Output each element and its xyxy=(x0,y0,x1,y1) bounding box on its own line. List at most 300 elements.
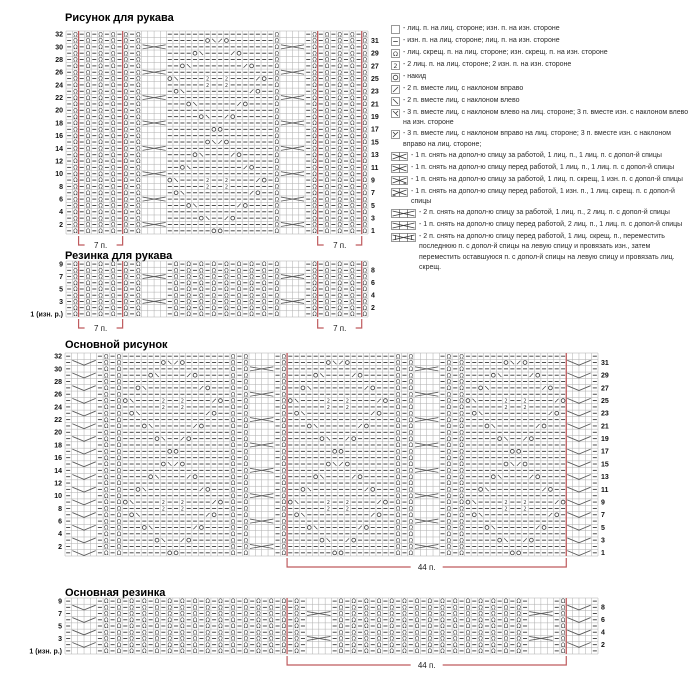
svg-text:Ω: Ω xyxy=(110,95,116,102)
svg-text:Ω: Ω xyxy=(350,51,355,58)
legend-item xyxy=(391,24,689,35)
svg-text:Ω: Ω xyxy=(136,64,141,71)
svg-text:Ω: Ω xyxy=(243,449,249,456)
svg-text:Ω: Ω xyxy=(256,649,261,656)
svg-text:Ω: Ω xyxy=(395,449,401,456)
svg-text:Ω: Ω xyxy=(337,262,342,269)
svg-text:Ω: Ω xyxy=(104,468,109,475)
svg-text:Ω: Ω xyxy=(312,280,317,287)
sleeve-rib-title: Резинка для рукава xyxy=(65,250,173,262)
svg-text:Ω: Ω xyxy=(211,312,217,319)
svg-text:Ω: Ω xyxy=(362,305,368,312)
svg-text:Ω: Ω xyxy=(312,203,317,210)
svg-text:Ω: Ω xyxy=(110,159,116,166)
svg-text:6: 6 xyxy=(58,518,62,526)
legend-item-text: - 2 п. снять на допол-ю спицу перед работой, 1 лиц. скрещ. п., переместить последнюю п. с допол-й спицы на левую спицу и провязать изн., затем переместить оставшуюся п. с допол-й спицы на левую спицу и провязать лиц. скрещ. xyxy=(419,233,675,271)
svg-text:12: 12 xyxy=(54,480,62,488)
svg-text:Ω: Ω xyxy=(85,121,91,128)
svg-text:Ω: Ω xyxy=(362,45,368,52)
svg-text:19: 19 xyxy=(601,436,609,444)
svg-text:Ω: Ω xyxy=(104,386,109,393)
svg-text:Ω: Ω xyxy=(459,379,464,386)
svg-text:Ω: Ω xyxy=(116,398,122,405)
svg-text:Ω: Ω xyxy=(205,649,211,656)
legend-symbol-cable-1-2-back-icon xyxy=(391,209,416,219)
svg-text:2: 2 xyxy=(504,506,508,513)
svg-text:Ω: Ω xyxy=(402,642,407,649)
svg-text:Ω: Ω xyxy=(116,462,122,469)
svg-text:8: 8 xyxy=(59,183,63,191)
legend-item xyxy=(391,48,689,59)
svg-text:Ω: Ω xyxy=(362,114,368,121)
svg-text:Ω: Ω xyxy=(116,392,122,399)
svg-text:Ω: Ω xyxy=(230,398,236,405)
svg-text:Ω: Ω xyxy=(154,617,160,624)
svg-text:Ω: Ω xyxy=(136,228,141,235)
svg-text:Ω: Ω xyxy=(281,624,287,631)
svg-text:Ω: Ω xyxy=(324,152,330,159)
svg-text:Ω: Ω xyxy=(446,455,452,462)
svg-text:Ω: Ω xyxy=(362,89,368,96)
svg-text:Ω: Ω xyxy=(364,642,369,649)
svg-text:Ω: Ω xyxy=(337,76,342,83)
svg-text:Ω: Ω xyxy=(408,411,414,418)
svg-text:Ω: Ω xyxy=(281,599,287,606)
svg-text:Ω: Ω xyxy=(243,379,249,386)
svg-text:Ω: Ω xyxy=(465,649,471,656)
svg-text:Ω: Ω xyxy=(104,599,109,606)
svg-text:25: 25 xyxy=(371,75,379,83)
svg-text:Ω: Ω xyxy=(261,312,267,319)
svg-text:Ω: Ω xyxy=(180,605,185,612)
svg-text:Ω: Ω xyxy=(395,525,401,532)
svg-text:Ω: Ω xyxy=(218,611,223,618)
svg-text:Ω: Ω xyxy=(236,293,242,300)
svg-text:Ω: Ω xyxy=(337,165,342,172)
svg-text:7 п.: 7 п. xyxy=(93,241,108,250)
svg-text:Ω: Ω xyxy=(136,51,141,58)
svg-text:Ω: Ω xyxy=(123,274,128,281)
svg-text:Ω: Ω xyxy=(180,617,185,624)
svg-text:Ω: Ω xyxy=(230,506,236,513)
svg-text:Ω: Ω xyxy=(459,411,464,418)
svg-text:Ω: Ω xyxy=(85,127,91,134)
svg-text:31: 31 xyxy=(601,359,609,367)
svg-text:Ω: Ω xyxy=(256,617,261,624)
svg-text:Ω: Ω xyxy=(243,531,249,538)
svg-text:Ω: Ω xyxy=(389,636,395,643)
svg-text:Ω: Ω xyxy=(337,197,342,204)
svg-text:Ω: Ω xyxy=(123,64,128,71)
svg-text:Ω: Ω xyxy=(362,165,368,172)
svg-text:Ω: Ω xyxy=(73,45,78,52)
svg-text:Ω: Ω xyxy=(446,449,452,456)
svg-text:Ω: Ω xyxy=(98,274,103,281)
svg-text:Ω: Ω xyxy=(249,287,254,294)
svg-text:Ω: Ω xyxy=(446,544,452,551)
svg-text:Ω: Ω xyxy=(281,367,287,374)
svg-text:Ω: Ω xyxy=(98,159,103,166)
svg-text:Ω: Ω xyxy=(350,102,355,109)
svg-text:Ω: Ω xyxy=(362,299,368,306)
svg-text:Ω: Ω xyxy=(459,519,464,526)
svg-text:Ω: Ω xyxy=(104,487,109,494)
svg-text:Ω: Ω xyxy=(73,203,78,210)
svg-text:Ω: Ω xyxy=(560,630,566,637)
svg-text:Ω: Ω xyxy=(192,642,198,649)
svg-text:Ω: Ω xyxy=(224,268,229,275)
svg-text:Ω: Ω xyxy=(337,274,342,281)
svg-text:Ω: Ω xyxy=(408,443,414,450)
svg-text:Ω: Ω xyxy=(350,268,355,275)
svg-text:Ω: Ω xyxy=(142,642,147,649)
svg-text:Ω: Ω xyxy=(110,171,116,178)
svg-text:Ω: Ω xyxy=(459,506,464,513)
svg-text:Ω: Ω xyxy=(224,293,229,300)
svg-text:Ω: Ω xyxy=(459,525,464,532)
svg-text:Ω: Ω xyxy=(274,57,279,64)
svg-text:Ω: Ω xyxy=(110,184,116,191)
svg-text:Ω: Ω xyxy=(136,312,141,319)
svg-text:Ω: Ω xyxy=(129,624,134,631)
svg-text:Ω: Ω xyxy=(98,280,103,287)
svg-text:Ω: Ω xyxy=(136,216,141,223)
svg-text:Ω: Ω xyxy=(465,599,471,606)
svg-text:7 п.: 7 п. xyxy=(93,324,108,333)
svg-text:2: 2 xyxy=(326,398,330,405)
svg-text:Ω: Ω xyxy=(362,57,368,64)
svg-text:Ω: Ω xyxy=(395,398,401,405)
svg-text:Ω: Ω xyxy=(98,222,103,229)
svg-text:10: 10 xyxy=(55,171,63,179)
svg-text:Ω: Ω xyxy=(459,481,464,488)
svg-text:Ω: Ω xyxy=(186,305,191,312)
svg-text:Ω: Ω xyxy=(129,636,134,643)
svg-text:Ω: Ω xyxy=(395,550,401,557)
svg-text:Ω: Ω xyxy=(408,386,414,393)
svg-text:Ω: Ω xyxy=(243,411,249,418)
svg-text:Ω: Ω xyxy=(85,280,91,287)
svg-text:Ω: Ω xyxy=(516,649,521,656)
svg-text:1 (изн. р.): 1 (изн. р.) xyxy=(30,311,63,319)
main-rib-grid-svg xyxy=(21,594,616,678)
svg-text:Ω: Ω xyxy=(402,636,407,643)
svg-text:2: 2 xyxy=(523,506,527,513)
svg-text:Ω: Ω xyxy=(395,386,401,393)
svg-text:Ω: Ω xyxy=(395,455,401,462)
svg-text:Ω: Ω xyxy=(211,274,217,281)
svg-text:2: 2 xyxy=(224,184,229,191)
svg-text:2: 2 xyxy=(205,178,210,185)
svg-text:Ω: Ω xyxy=(73,102,78,109)
sleeve-rib-grid-svg xyxy=(22,257,386,339)
svg-text:Ω: Ω xyxy=(338,617,344,624)
svg-text:Ω: Ω xyxy=(337,133,342,140)
svg-text:Ω: Ω xyxy=(414,599,420,606)
svg-text:Ω: Ω xyxy=(389,624,395,631)
svg-text:Ω: Ω xyxy=(324,203,330,210)
svg-text:Ω: Ω xyxy=(123,76,128,83)
svg-text:Ω: Ω xyxy=(351,630,356,637)
svg-text:Ω: Ω xyxy=(243,630,249,637)
svg-text:Ω: Ω xyxy=(243,398,249,405)
svg-text:Ω: Ω xyxy=(395,411,401,418)
svg-text:Ω: Ω xyxy=(243,468,249,475)
svg-text:Ω: Ω xyxy=(123,146,128,153)
svg-text:Ω: Ω xyxy=(408,424,414,431)
svg-text:Ω: Ω xyxy=(274,114,279,121)
svg-text:Ω: Ω xyxy=(123,209,128,216)
svg-text:5: 5 xyxy=(371,202,375,210)
svg-text:Ω: Ω xyxy=(230,474,236,481)
svg-text:Ω: Ω xyxy=(324,262,330,269)
svg-text:Ω: Ω xyxy=(205,624,211,631)
svg-text:Ω: Ω xyxy=(110,293,116,300)
svg-text:Ω: Ω xyxy=(395,443,401,450)
svg-text:Ω: Ω xyxy=(281,379,287,386)
svg-text:Ω: Ω xyxy=(256,611,261,618)
svg-text:Ω: Ω xyxy=(281,405,287,412)
svg-text:Ω: Ω xyxy=(85,228,91,235)
svg-text:Ω: Ω xyxy=(173,262,179,269)
svg-text:Ω: Ω xyxy=(324,190,330,197)
svg-text:Ω: Ω xyxy=(312,121,317,128)
svg-text:2: 2 xyxy=(180,398,185,405)
svg-text:Ω: Ω xyxy=(294,624,299,631)
svg-text:Ω: Ω xyxy=(459,538,464,545)
svg-text:Ω: Ω xyxy=(123,121,128,128)
svg-text:Ω: Ω xyxy=(243,538,249,545)
svg-text:Ω: Ω xyxy=(173,312,179,319)
svg-text:Ω: Ω xyxy=(324,95,330,102)
svg-text:Ω: Ω xyxy=(116,360,122,367)
svg-text:Ω: Ω xyxy=(199,268,204,275)
svg-text:Ω: Ω xyxy=(312,64,317,71)
svg-text:Ω: Ω xyxy=(85,209,91,216)
svg-text:Ω: Ω xyxy=(218,630,223,637)
svg-text:Ω: Ω xyxy=(230,599,236,606)
svg-text:Ω: Ω xyxy=(281,360,287,367)
svg-text:Ω: Ω xyxy=(199,305,204,312)
svg-text:Ω: Ω xyxy=(205,599,211,606)
legend-symbol-yarn-over-icon xyxy=(391,73,400,83)
svg-text:Ω: Ω xyxy=(73,274,78,281)
svg-text:Ω: Ω xyxy=(440,624,445,631)
svg-text:Ω: Ω xyxy=(85,89,91,96)
svg-text:Ω: Ω xyxy=(211,287,217,294)
svg-text:Ω: Ω xyxy=(104,531,109,538)
svg-text:Ω: Ω xyxy=(249,299,254,306)
svg-text:Ω: Ω xyxy=(274,76,279,83)
svg-text:7: 7 xyxy=(371,190,375,198)
svg-text:Ω: Ω xyxy=(337,146,342,153)
svg-text:Ω: Ω xyxy=(116,354,122,361)
svg-text:Ω: Ω xyxy=(459,417,464,424)
main-pattern-title: Основной рисунок xyxy=(65,339,168,351)
svg-text:Ω: Ω xyxy=(452,599,458,606)
svg-text:Ω: Ω xyxy=(73,146,78,153)
svg-text:Ω: Ω xyxy=(85,83,91,90)
svg-text:Ω: Ω xyxy=(362,228,368,235)
svg-text:Ω: Ω xyxy=(230,611,236,618)
svg-text:28: 28 xyxy=(54,378,62,386)
svg-text:Ω: Ω xyxy=(324,299,330,306)
svg-text:Ω: Ω xyxy=(104,379,109,386)
svg-text:Ω: Ω xyxy=(312,108,317,115)
svg-text:Ω: Ω xyxy=(116,630,122,637)
svg-text:Ω: Ω xyxy=(337,121,342,128)
svg-text:Ω: Ω xyxy=(85,32,91,39)
svg-text:Ω: Ω xyxy=(129,599,134,606)
svg-text:Ω: Ω xyxy=(389,605,395,612)
chart-main-pattern xyxy=(43,348,616,583)
svg-text:2: 2 xyxy=(161,398,165,405)
svg-text:Ω: Ω xyxy=(243,430,249,437)
svg-text:Ω: Ω xyxy=(274,299,279,306)
svg-text:Ω: Ω xyxy=(249,293,254,300)
svg-text:Ω: Ω xyxy=(136,159,141,166)
svg-text:Ω: Ω xyxy=(427,611,433,618)
svg-text:Ω: Ω xyxy=(395,493,401,500)
svg-text:Ω: Ω xyxy=(136,305,141,312)
svg-text:Ω: Ω xyxy=(173,274,179,281)
svg-text:Ω: Ω xyxy=(218,624,223,631)
svg-text:Ω: Ω xyxy=(136,178,141,185)
svg-text:Ω: Ω xyxy=(324,64,330,71)
svg-text:Ω: Ω xyxy=(224,305,229,312)
svg-text:Ω: Ω xyxy=(364,649,369,656)
svg-text:Ω: Ω xyxy=(116,430,122,437)
svg-text:Ω: Ω xyxy=(85,216,91,223)
svg-text:Ω: Ω xyxy=(452,636,458,643)
svg-text:Ω: Ω xyxy=(503,599,509,606)
svg-text:Ω: Ω xyxy=(446,525,452,532)
svg-text:Ω: Ω xyxy=(350,262,355,269)
svg-text:Ω: Ω xyxy=(110,190,116,197)
svg-text:Ω: Ω xyxy=(98,165,103,172)
svg-text:Ω: Ω xyxy=(116,436,122,443)
svg-text:Ω: Ω xyxy=(440,605,445,612)
svg-text:Ω: Ω xyxy=(85,274,91,281)
svg-text:2: 2 xyxy=(205,184,210,191)
svg-text:Ω: Ω xyxy=(104,544,109,551)
svg-text:Ω: Ω xyxy=(104,481,109,488)
svg-text:Ω: Ω xyxy=(503,636,509,643)
sleeve-pattern-title: Рисунок для рукава xyxy=(65,12,174,24)
svg-text:Ω: Ω xyxy=(123,203,128,210)
svg-text:Ω: Ω xyxy=(459,468,464,475)
svg-text:Ω: Ω xyxy=(104,436,109,443)
svg-text:2: 2 xyxy=(205,82,210,89)
svg-text:Ω: Ω xyxy=(85,178,91,185)
svg-text:Ω: Ω xyxy=(261,299,267,306)
svg-text:Ω: Ω xyxy=(261,287,267,294)
svg-text:Ω: Ω xyxy=(478,642,483,649)
svg-text:Ω: Ω xyxy=(110,287,116,294)
svg-text:Ω: Ω xyxy=(459,462,464,469)
svg-text:Ω: Ω xyxy=(136,38,141,45)
svg-text:Ω: Ω xyxy=(337,280,342,287)
svg-text:Ω: Ω xyxy=(491,624,496,631)
svg-text:Ω: Ω xyxy=(104,417,109,424)
svg-text:Ω: Ω xyxy=(73,216,78,223)
legend-symbol-knit-twisted-icon xyxy=(391,49,400,59)
svg-text:Ω: Ω xyxy=(337,287,342,294)
svg-text:Ω: Ω xyxy=(104,405,109,412)
svg-text:Ω: Ω xyxy=(224,262,229,269)
legend-item xyxy=(391,72,689,83)
svg-text:Ω: Ω xyxy=(274,209,279,216)
svg-text:Ω: Ω xyxy=(350,152,355,159)
legend-item-text: - лиц. скрещ. п. на лиц. стороне; изн. скрещ. п. на изн. стороне xyxy=(403,49,608,56)
svg-text:Ω: Ω xyxy=(362,178,368,185)
svg-text:Ω: Ω xyxy=(362,121,368,128)
svg-text:Ω: Ω xyxy=(274,165,279,172)
svg-text:Ω: Ω xyxy=(123,57,128,64)
svg-text:2: 2 xyxy=(161,506,165,513)
svg-text:2: 2 xyxy=(523,500,527,507)
svg-text:Ω: Ω xyxy=(104,360,109,367)
svg-text:Ω: Ω xyxy=(350,45,355,52)
svg-text:Ω: Ω xyxy=(230,500,236,507)
svg-text:Ω: Ω xyxy=(110,203,116,210)
svg-text:Ω: Ω xyxy=(459,455,464,462)
svg-text:Ω: Ω xyxy=(116,636,122,643)
legend-item xyxy=(391,187,689,207)
svg-text:Ω: Ω xyxy=(281,525,287,532)
svg-text:Ω: Ω xyxy=(123,159,128,166)
svg-text:Ω: Ω xyxy=(230,405,236,412)
svg-text:Ω: Ω xyxy=(312,114,317,121)
svg-text:Ω: Ω xyxy=(104,493,109,500)
svg-text:Ω: Ω xyxy=(350,95,355,102)
stitch-legend xyxy=(391,24,689,274)
svg-text:Ω: Ω xyxy=(427,617,433,624)
svg-text:26: 26 xyxy=(54,391,62,399)
svg-text:Ω: Ω xyxy=(337,51,342,58)
svg-text:Ω: Ω xyxy=(123,190,128,197)
svg-text:Ω: Ω xyxy=(110,45,116,52)
svg-text:Ω: Ω xyxy=(395,373,401,380)
svg-text:Ω: Ω xyxy=(350,287,355,294)
svg-text:Ω: Ω xyxy=(294,636,299,643)
svg-text:Ω: Ω xyxy=(459,398,464,405)
svg-text:Ω: Ω xyxy=(129,649,134,656)
svg-text:Ω: Ω xyxy=(274,197,279,204)
svg-text:Ω: Ω xyxy=(446,506,452,513)
svg-text:Ω: Ω xyxy=(98,127,103,134)
svg-text:Ω: Ω xyxy=(362,171,368,178)
svg-text:Ω: Ω xyxy=(243,493,249,500)
svg-text:Ω: Ω xyxy=(110,299,116,306)
svg-text:Ω: Ω xyxy=(337,152,342,159)
svg-text:Ω: Ω xyxy=(274,133,279,140)
svg-text:Ω: Ω xyxy=(337,171,342,178)
svg-text:13: 13 xyxy=(601,474,609,482)
svg-text:Ω: Ω xyxy=(281,531,287,538)
svg-text:Ω: Ω xyxy=(85,108,91,115)
svg-text:Ω: Ω xyxy=(503,630,509,637)
svg-text:Ω: Ω xyxy=(337,38,342,45)
svg-text:Ω: Ω xyxy=(243,367,249,374)
svg-text:Ω: Ω xyxy=(465,642,471,649)
svg-text:Ω: Ω xyxy=(123,83,128,90)
svg-text:Ω: Ω xyxy=(199,312,204,319)
svg-text:Ω: Ω xyxy=(73,108,78,115)
svg-text:Ω: Ω xyxy=(362,287,368,294)
svg-text:2: 2 xyxy=(205,76,210,83)
svg-text:Ω: Ω xyxy=(312,305,317,312)
